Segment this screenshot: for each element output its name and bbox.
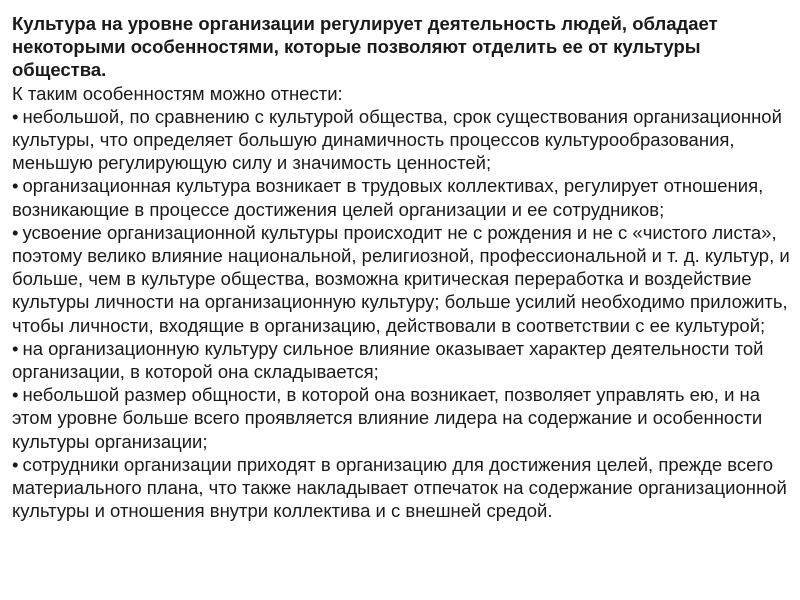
- list-item: [12, 453, 790, 523]
- intro-text: К таким особенностям можно отнести:: [12, 82, 343, 104]
- bullet-icon: •: [12, 105, 19, 127]
- bullet-icon: •: [12, 453, 19, 475]
- list-item-text: усвоение организационной культуры происходит не с рождения и не с «чистого листа», поэтому велико влияние национальной, религиозной, профессиональной и т. д. культур, и больше, чем в культуре общества, возможна критическая переработка и воздействие культуры личности на организационную культуру; больше усилий необходимо приложить, чтобы личности, входящие в организацию, действовали в соответствии с ее культурой;: [12, 221, 790, 336]
- list-item: [12, 105, 790, 175]
- bullet-icon: •: [12, 337, 19, 359]
- list-item-text: небольшой размер общности, в которой она возникает, позволяет управлять ею, и на этом уровне больше всего проявляется влияние лидера на содержание и особенности культуры организации;: [12, 384, 763, 452]
- list-item: [12, 174, 790, 220]
- bullet-icon: •: [12, 175, 19, 197]
- list-item: [12, 221, 790, 337]
- list-item-text: небольшой, по сравнению с культурой общества, срок существования организационной культуры, что определяет большую динамичность процессов культурообразования, меньшую регулирующую силу и значимость ценностей;: [12, 105, 782, 174]
- list-item: [12, 383, 790, 453]
- list-item-text: на организационную культуру сильное влияние оказывает характер деятельности той организации, в которой она складывается;: [12, 337, 764, 383]
- list-item-text: организационная культура возникает в трудовых коллективах, регулирует отношения, возникающие в процессе достижения целей организации и ее сотрудников;: [12, 175, 764, 220]
- bullet-icon: •: [12, 221, 19, 243]
- slide-heading: Культура на уровне организации регулирует деятельность людей, обладает некоторыми особенностями, которые позволяют отделить ее от культуры общества.: [12, 13, 718, 81]
- list-item-text: сотрудники организации приходят в организацию для достижения целей, прежде всего материального плана, что также накладывает отпечаток на содержание организационной культуры и отношения внутри коллектива и с внешней средой.: [12, 453, 787, 522]
- list-item: [12, 337, 790, 383]
- bullet-icon: •: [12, 384, 19, 406]
